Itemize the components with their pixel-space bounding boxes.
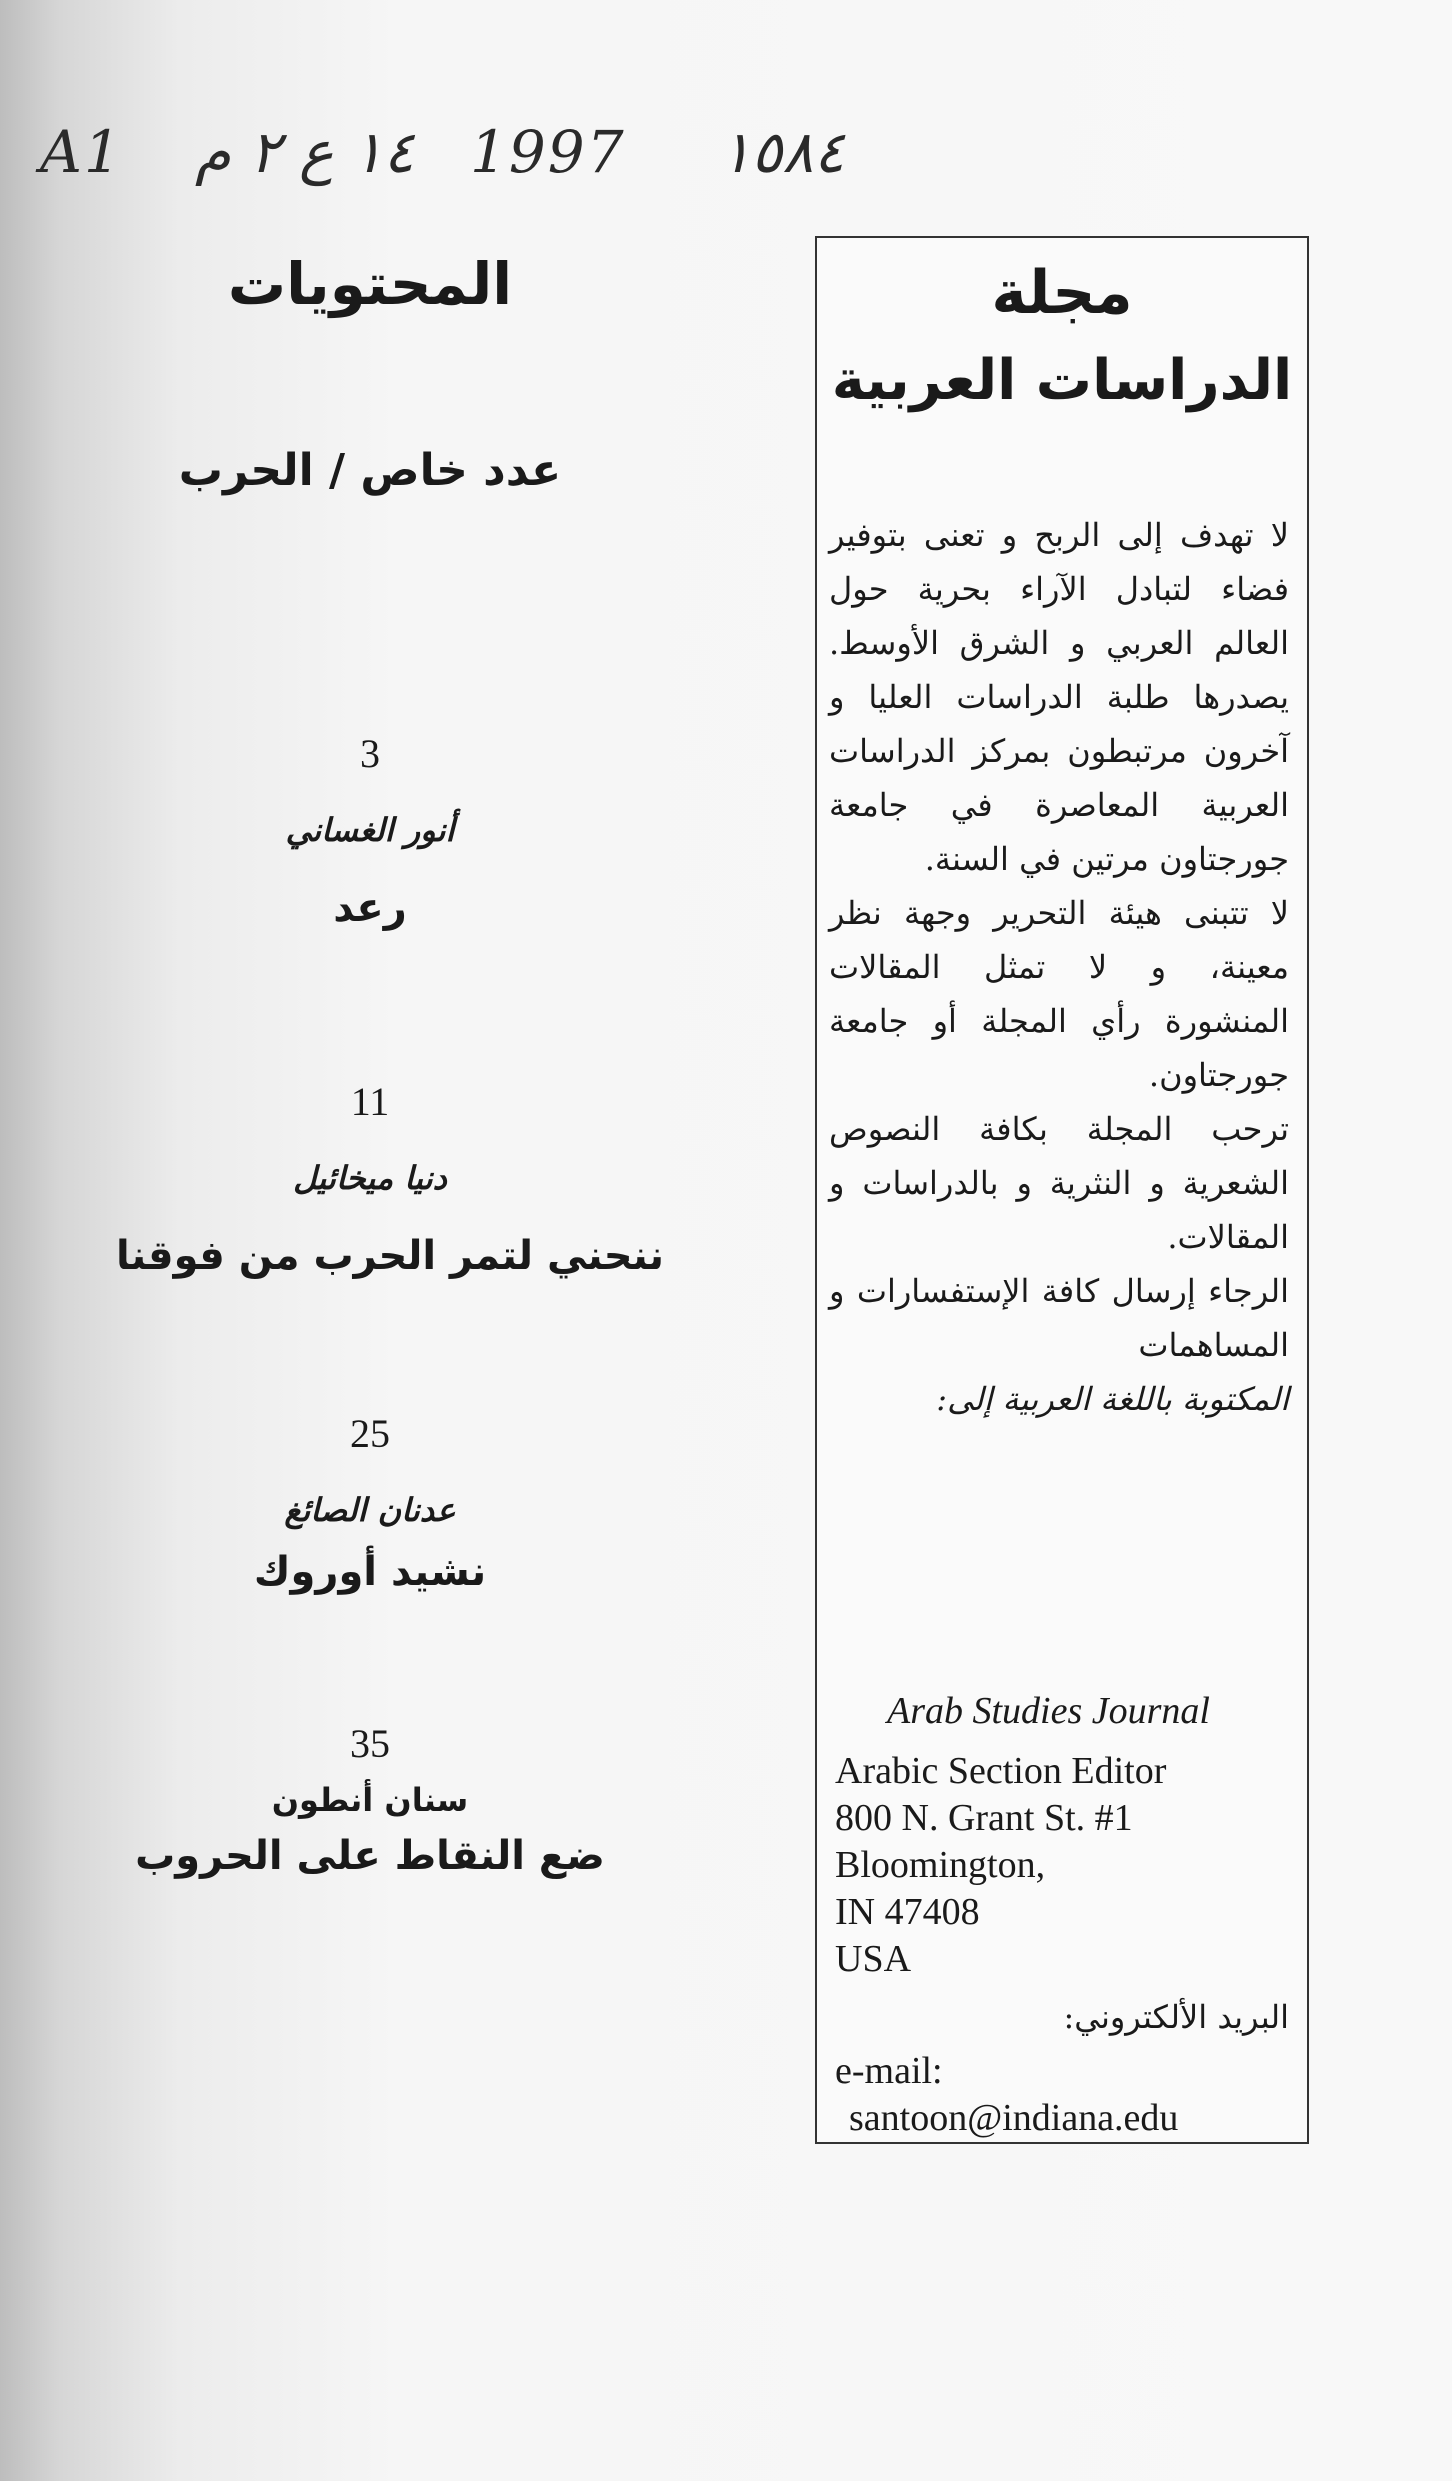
- journal-info-box: [815, 236, 1309, 2144]
- toc-author: عدنان الصائغ: [284, 1491, 456, 1529]
- email-block: [835, 2048, 1295, 2142]
- email-address: santoon@indiana.edu: [849, 2097, 1179, 2139]
- handnote-part-2: ١٤ ع ٢ م: [195, 118, 415, 186]
- contents-title: المحتويات: [227, 250, 513, 318]
- toc-work-title: ضع النقاط على الحروب: [135, 1833, 605, 1879]
- special-issue-label: عدد خاص / الحرب: [178, 445, 562, 496]
- toc-entry: [116, 1078, 664, 1279]
- toc-entry: [120, 730, 620, 931]
- journal-name-line-2: الدراسات العربية: [831, 348, 1293, 413]
- toc-author: سنان أنطون: [271, 1781, 469, 1819]
- toc-author: دنيا ميخائيل: [293, 1159, 447, 1197]
- journal-paragraph-purpose: لا تهدف إلى الربح و تعنى بتوفير فضاء لتبادل الآراء بحرية حول العالم العربي و الشرق الأوسط. يصدرها طلبة الدراسات العليا و آخرون مرتبطون بمركز الدراسات العربية المعاصرة في جامعة جورجتاون مرتين في السنة.: [829, 516, 1289, 878]
- journal-description: [829, 508, 1289, 1426]
- toc-work-title: نشيد أوروك: [253, 1549, 487, 1595]
- address-line: USA: [835, 1938, 912, 1980]
- journal-paragraph-contact: الرجاء إرسال كافة الإستفسارات و المساهمات: [829, 1272, 1289, 1364]
- toc-page-number: 11: [350, 1079, 390, 1124]
- journal-paragraph-submissions: ترحب المجلة بكافة النصوص الشعرية و النثرية و بالدراسات و المقالات.: [829, 1110, 1289, 1256]
- address-line: 800 N. Grant St. #1: [835, 1797, 1133, 1839]
- toc-page-number: 25: [350, 1411, 390, 1456]
- handnote-part-1: A1: [40, 118, 123, 186]
- toc-author: أنور الغساني: [285, 811, 455, 849]
- journal-name-english: Arab Studies Journal: [887, 1690, 1210, 1732]
- toc-work-title: رعد: [333, 885, 407, 931]
- address-line: IN 47408: [835, 1891, 980, 1933]
- email-label-english: e-mail:: [835, 2050, 943, 2092]
- toc-page-number: 3: [360, 731, 380, 776]
- handwritten-catalog-note: [20, 118, 880, 198]
- email-label-arabic: البريد الألكتروني:: [1063, 1998, 1289, 2036]
- toc-entry: [120, 1720, 620, 1879]
- address-line: Bloomington,: [835, 1844, 1046, 1886]
- toc-page-number: 35: [350, 1721, 390, 1766]
- journal-name-line-1: مجلة: [991, 258, 1133, 328]
- journal-paragraph-contact-cont: المكتوبة باللغة العربية إلى:: [936, 1380, 1289, 1418]
- journal-paragraph-disclaimer: لا تتبنى هيئة التحرير وجهة نظر معينة، و لا تمثل المقالات المنشورة رأي المجلة أو جامعة جورجتاون.: [829, 894, 1289, 1094]
- toc-work-title: ننحني لتمر الحرب من فوقنا: [116, 1233, 664, 1279]
- mailing-address: [835, 1748, 1295, 1983]
- handnote-part-3: 1997: [470, 118, 626, 186]
- handnote-part-4: ١٥٨٤: [720, 118, 845, 186]
- address-line: Arabic Section Editor: [835, 1750, 1167, 1792]
- toc-entry: [120, 1410, 620, 1595]
